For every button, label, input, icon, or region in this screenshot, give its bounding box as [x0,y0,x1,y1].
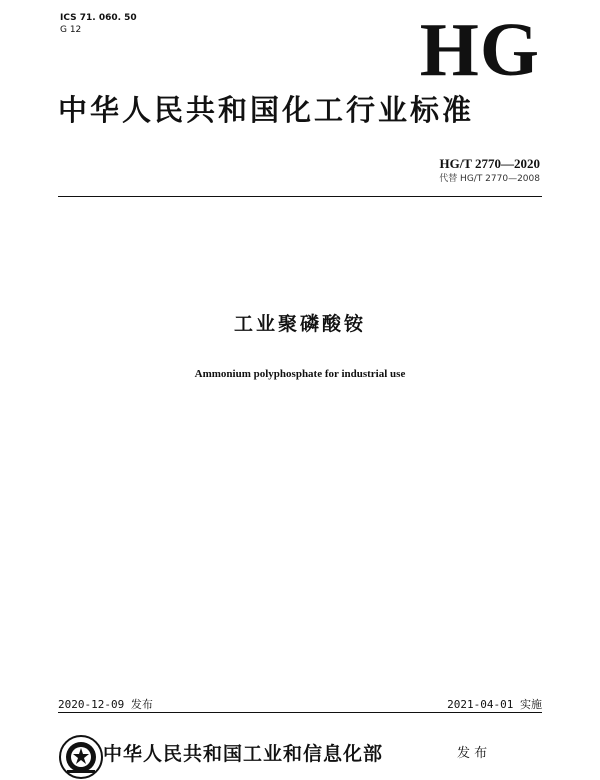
document-title-cn: 工业聚磷酸铵 [233,313,366,335]
issue-date: 2020-12-09 发布 [58,698,153,711]
footer-divider [58,712,542,713]
standard-category-title: 中华人民共和国化工行业标准 [58,93,475,127]
ccs-code: G 12 [60,25,82,35]
header-divider [58,196,542,197]
publish-label: 发 布 [457,746,488,761]
hg-logo-mark: HG [419,8,540,92]
publisher-name: 中华人民共和国工业和信息化部 [103,743,384,765]
replaces-standard: 代替 HG/T 2770—2008 [439,174,540,184]
implementation-date: 2021-04-01 实施 [447,698,542,711]
standard-number: HG/T 2770—2020 [439,156,540,171]
document-title-en: Ammonium polyphosphate for industrial use [194,368,406,380]
national-emblem-icon [58,734,104,780]
ics-code: ICS 71. 060. 50 [60,13,137,23]
